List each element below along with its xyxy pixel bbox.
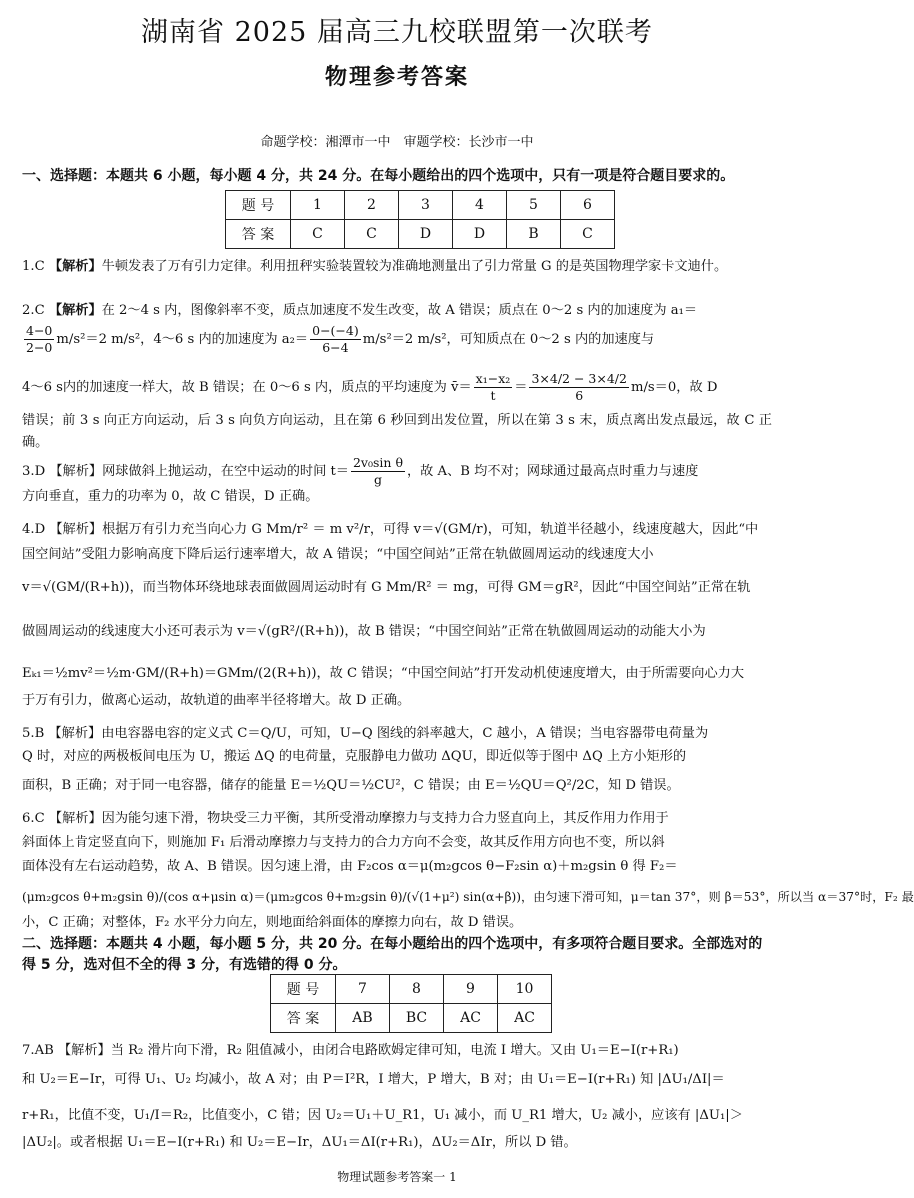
question-number: 4 bbox=[453, 191, 507, 220]
answer-q2 bbox=[22, 300, 772, 322]
q2-analysis-tag: 【解析】 bbox=[48, 303, 102, 318]
fraction: $\frac{\text{2v₀sin θ}}{g}$ bbox=[352, 455, 403, 487]
section2-answer-table bbox=[270, 974, 552, 1033]
answer-cell: C bbox=[561, 220, 615, 249]
q2-line1: 在 2～4 s 内，图像斜率不变，质点加速度不发生改变，故 A 错误；质点在 0～2 s 内的加速度为 a₁＝ bbox=[101, 303, 698, 318]
q7-line1: 当 R₂ 滑片向下滑，R₂ 阻值减小，由闭合电路欧姆定律可知，电流 I 增大。又由 U₁＝E−I(r+R₁) bbox=[110, 1043, 679, 1058]
section1-heading: 一、选择题：本题共 6 小题，每小题 4 分，共 24 分。在每小题给出的四个选项中，只有一项是符合题目要求的。 bbox=[22, 168, 735, 184]
answer-q6-line5: 小，C 正确；对整体，F₂ 水平分力向左，则地面给斜面体的摩擦力向右，故 D 错误。 bbox=[22, 915, 523, 930]
q5-line1: 由电容器电容的定义式 C＝Q/U，可知，U−Q 图线的斜率越大，C 越小，A 错误；当电容器带电荷量为 bbox=[101, 726, 709, 741]
answer-cell: BC bbox=[390, 1004, 444, 1033]
answer-q4-line6: 于万有引力，做离心运动，故轨道的曲率半径将增大。故 D 正确。 bbox=[22, 693, 411, 708]
answer-q3 bbox=[22, 454, 772, 490]
answer-q4-line3: v＝√(GM/(R+h))，而当物体环绕地球表面做圆周运动时有 G Mm/R² ＝ mg，可得 GM＝gR²，因此“中国空间站”正常在轨 bbox=[22, 580, 751, 595]
page-subtitle: 物理参考答案 bbox=[324, 65, 469, 90]
q6-number: 6.C bbox=[22, 811, 45, 826]
answer-q5-line2: Q 时，对应的两极板间电压为 U，搬运 ΔQ 的电荷量，克服静电力做功 ΔQU，即近似等于图中 ΔQ 上方小矩形的 bbox=[22, 749, 687, 764]
q3-analysis-tag: 【解析】 bbox=[49, 464, 103, 479]
question-number: 1 bbox=[291, 191, 345, 220]
answer-q6-line3: 面体没有左右运动趋势，故 A、B 错误。因匀速上滑，由 F₂cos α＝μ(m₂gcos θ−F₂sin α)＋m₂gsin θ 得 F₂＝ bbox=[22, 859, 678, 874]
table-row bbox=[271, 1004, 552, 1033]
q2-line3-tail: m/s＝0，故 D bbox=[630, 380, 718, 395]
answer-q4-line2: 国空间站”受阻力影响高度下降后运行速率增大，故 A 错误；“中国空间站”正常在轨做圆周运动的线速度大小 bbox=[22, 547, 654, 562]
answer-q7-line3: r+R₁，比值不变，U₁/I＝R₂，比值变小，C 错；因 U₂＝U₁＋U_R1，U₁ 减小，而 U_R1 增大，U₂ 减小，应该有 |ΔU₁|＞ bbox=[22, 1108, 743, 1123]
row-label: 题 号 bbox=[226, 191, 291, 220]
answer-q4 bbox=[22, 516, 772, 544]
answer-cell: C bbox=[345, 220, 399, 249]
question-number: 6 bbox=[561, 191, 615, 220]
table-row bbox=[226, 220, 615, 249]
q3-line1: 网球做斜上抛运动，在空中运动的时间 t＝ bbox=[102, 464, 349, 479]
q7-number: 7.AB bbox=[22, 1043, 54, 1058]
fraction: $\frac{3\times 4/2 - 3\times 4/2}{6}$ bbox=[531, 371, 627, 403]
q6-analysis-tag: 【解析】 bbox=[48, 811, 102, 826]
row-label: 答 案 bbox=[226, 220, 291, 249]
question-number: 5 bbox=[507, 191, 561, 220]
q1-text: 牛顿发表了万有引力定律。利用扭秤实验装置较为准确地测量出了引力常量 G 的是英国物理学家卡文迪什。 bbox=[101, 259, 728, 274]
fraction: $\frac{0-(-4)}{6-4}$ bbox=[312, 323, 359, 355]
row-label: 答 案 bbox=[271, 1004, 336, 1033]
answer-q5-line3: 面积，B 正确；对于同一电容器，储存的能量 E＝½QU＝½CU²，C 错误；由 E＝½QU＝Q²/2C，知 D 错误。 bbox=[22, 778, 680, 793]
answer-q7 bbox=[22, 1040, 772, 1062]
answer-q5 bbox=[22, 720, 772, 748]
answer-q1 bbox=[22, 256, 772, 278]
q5-analysis-tag: 【解析】 bbox=[48, 726, 102, 741]
answer-q4-line4: 做圆周运动的线速度大小还可表示为 v＝√(gR²/(R+h))，故 B 错误；“中国空间站”正常在轨做圆周运动的动能大小为 bbox=[22, 624, 706, 639]
answer-q6-line2: 斜面体上肯定竖直向下，则施加 F₁ 后滑动摩擦力与支持力的合力方向不会变，故其反作用方向也不变，所以斜 bbox=[22, 835, 665, 850]
q5-number: 5.B bbox=[22, 726, 45, 741]
answer-q7-line2: 和 U₂＝E−Ir，可得 U₁、U₂ 均减小，故 A 对；由 P＝I²R，I 增大，P 增大，B 对；由 U₁＝E−I(r+R₁) 知 |ΔU₁/ΔI|＝ bbox=[22, 1072, 725, 1087]
answer-cell: AC bbox=[498, 1004, 552, 1033]
school-credits: 命题学校：湘潭市一中 审题学校：长沙市一中 bbox=[260, 135, 534, 150]
answer-q7-line4: |ΔU₂|。或者根据 U₁＝E−I(r+R₁) 和 U₂＝E−Ir，ΔU₁＝ΔI(r+R₁)，ΔU₂＝ΔIr，所以 D 错。 bbox=[22, 1135, 577, 1150]
q2-line2-tail: m/s²＝2 m/s²，可知质点在 0～2 s 内的加速度与 bbox=[362, 332, 655, 347]
q2-number: 2.C bbox=[22, 303, 45, 318]
page-footer: 物理试题参考答案一 1 bbox=[337, 1170, 457, 1184]
table-row bbox=[226, 191, 615, 220]
question-number: 10 bbox=[498, 975, 552, 1004]
answer-q4-line5: Eₖ₁＝½mv²＝½m·GM/(R+h)＝GMm/(2(R+h))，故 C 错误；“中国空间站”打开发动机使速度增大，由于所需要向心力大 bbox=[22, 666, 745, 681]
section2-heading: 二、选择题：本题共 4 小题，每小题 5 分，共 20 分。在每小题给出的四个选项中，有多项符合题目要求。全部选对的得 5 分，选对但不全的得 3 分，有选错的得 0 分。 bbox=[22, 936, 763, 973]
page-title: 湖南省 2025 届高三九校联盟第一次联考 bbox=[141, 17, 653, 48]
answer-q2-line3: 4～6 s内的加速度一样大，故 B 错误；在 0～6 s 内，质点的平均速度为 v̄＝ $\frac{\text{x₁−x₂}}{t}$ ＝ $\frac{3\times 4/2 - 3\times 4/2}{6}$ m/s＝0，故 D bbox=[22, 371, 718, 403]
answer-q6 bbox=[22, 808, 772, 830]
q4-analysis-tag: 【解析】 bbox=[49, 522, 103, 537]
row-label: 题 号 bbox=[271, 975, 336, 1004]
answer-q3-line2: 方向垂直，重力的功率为 0，故 C 错误，D 正确。 bbox=[22, 489, 319, 504]
q6-line1: 因为能匀速下滑，物块受三力平衡，其所受滑动摩擦力与支持力合力竖直向上，其反作用力作用于 bbox=[101, 811, 669, 826]
answer-cell: D bbox=[399, 220, 453, 249]
question-number: 8 bbox=[390, 975, 444, 1004]
q7-analysis-tag: 【解析】 bbox=[58, 1043, 111, 1058]
answer-q2-line2 bbox=[22, 322, 772, 358]
question-number: 9 bbox=[444, 975, 498, 1004]
question-number: 7 bbox=[336, 975, 390, 1004]
q2-line2-text: m/s²＝2 m/s²，4～6 s 内的加速度为 a₂＝ bbox=[56, 332, 309, 347]
answer-cell: AC bbox=[444, 1004, 498, 1033]
answer-q2-line4: 错误；前 3 s 向正方向运动，后 3 s 向负方向运动，且在第 6 秒回到出发位置，所以在第 3 s 末，质点离出发点最远，故 C 正确。 bbox=[22, 413, 772, 450]
section1-answer-table bbox=[225, 190, 615, 249]
q1-analysis-tag: 【解析】 bbox=[48, 259, 102, 274]
fraction: $\frac{4-0}{2-0}$ bbox=[26, 323, 53, 355]
fraction: $\frac{\text{x₁−x₂}}{t}$ bbox=[475, 371, 511, 403]
question-number: 2 bbox=[345, 191, 399, 220]
q4-number: 4.D bbox=[22, 522, 46, 537]
q4-line1: 根据万有引力充当向心力 G Mm/r² ＝ m v²/r，可得 v＝√(GM/r)，可知，轨道半径越小，线速度越大，因此“中 bbox=[102, 522, 759, 537]
answer-q6-line4: (μm₂gcos θ+m₂gsin θ)/(cos α+μsin α)＝(μm₂gcos θ+m₂gsin θ)/(√(1+μ²) sin(α+β))，由匀速下滑可知，μ＝tan 37°，则 β＝53°，所以当 α＝37°时，F₂ 最 bbox=[22, 890, 914, 904]
q2-line3-text: 4～6 s内的加速度一样大，故 B 错误；在 0～6 s 内，质点的平均速度为 v̄＝ bbox=[22, 380, 472, 395]
answer-cell: B bbox=[507, 220, 561, 249]
q1-number: 1.C bbox=[22, 259, 45, 274]
answer-cell: D bbox=[453, 220, 507, 249]
answer-cell: AB bbox=[336, 1004, 390, 1033]
answer-cell: C bbox=[291, 220, 345, 249]
q3-line1-tail: ，故 A、B 均不对；网球通过最高点时重力与速度 bbox=[406, 464, 699, 479]
table-row bbox=[271, 975, 552, 1004]
q3-number: 3.D bbox=[22, 464, 46, 479]
question-number: 3 bbox=[399, 191, 453, 220]
